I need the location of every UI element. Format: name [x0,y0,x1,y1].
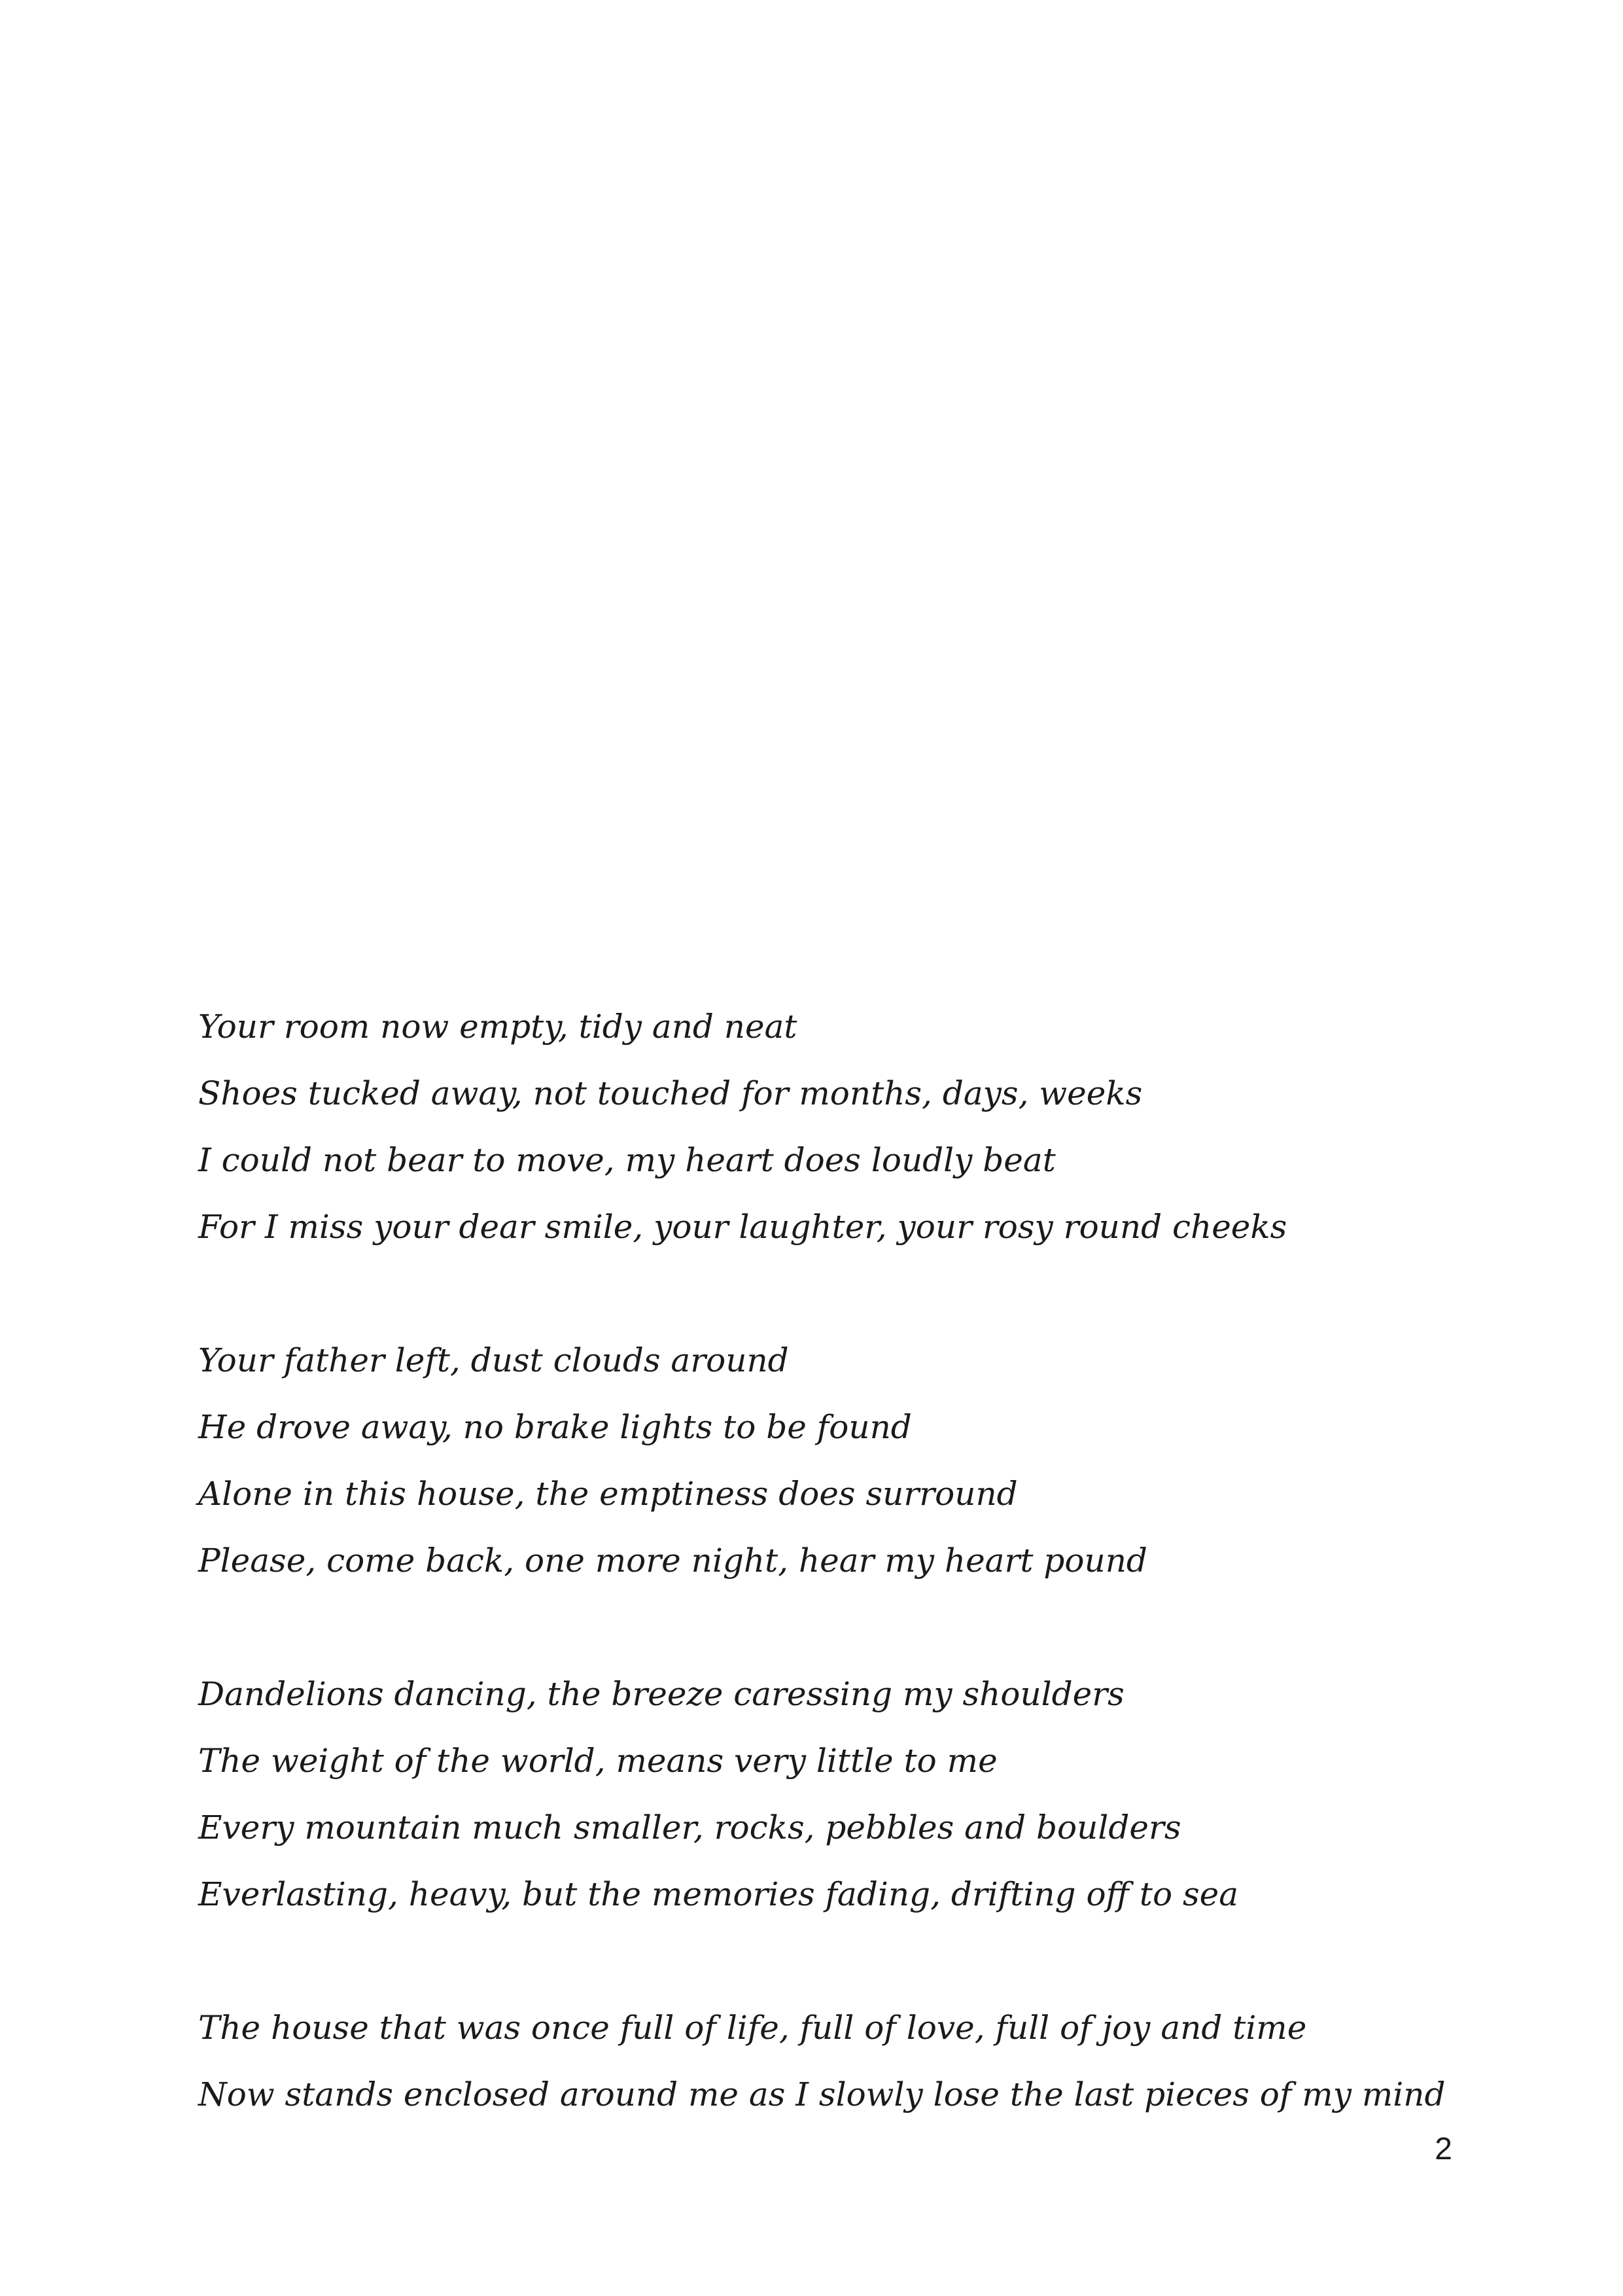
poem-line: Everlasting, heavy, but the memories fading, drifting off to sea [198,1875,1239,1913]
poem-line: Dandelions dancing, the breeze caressing my shoulders [198,1675,1125,1713]
poem-line: For I miss your dear smile, your laughter, your rosy round cheeks [198,1208,1287,1246]
poem-line: The weight of the world, means very little to me [198,1742,998,1780]
poem-line: Alone in this house, the emptiness does surround [198,1475,1018,1513]
stanza-2 [198,1327,1507,1594]
poem-line: Please, come back, one more night, hear my heart pound [198,1542,1147,1580]
stanza-4 [198,1994,1507,2128]
poem-line: Every mountain much smaller, rocks, pebbles and boulders [198,1809,1181,1846]
poem-line: Shoes tucked away, not touched for months, days, weeks [198,1074,1143,1112]
poem-line: The house that was once full of life, full of love, full of joy and time [198,2009,1307,2047]
stanza-3 [198,1661,1507,1928]
page-number: 2 [1435,2132,1452,2166]
poem-line: Your father left, dust clouds around [198,1341,789,1379]
stanza-1 [198,993,1507,1260]
poem-line: He drove away, no brake lights to be found [198,1408,912,1446]
poem [198,993,1507,2128]
poem-line: I could not bear to move, my heart does loudly beat [198,1141,1056,1179]
poem-line: Now stands enclosed around me as I slowly lose the last pieces of my mind [198,2075,1446,2113]
poem-line: Your room now empty, tidy and neat [198,1008,797,1046]
